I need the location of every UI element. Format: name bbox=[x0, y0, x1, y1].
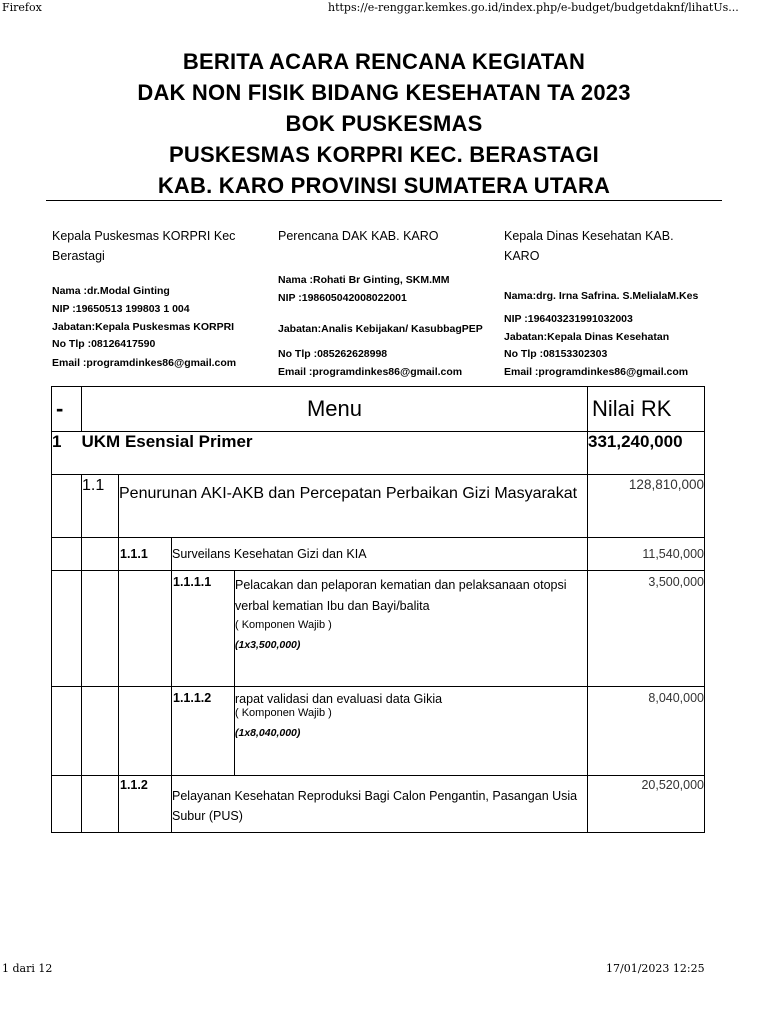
table-row bbox=[52, 776, 705, 833]
cell-empty bbox=[52, 776, 82, 833]
signatory-nip: NIP :198605042008022001 bbox=[278, 292, 407, 304]
signatory-nama: Nama :dr.Modal Ginting bbox=[52, 285, 170, 297]
header-no: - bbox=[52, 387, 82, 432]
signatory-nama: Nama :Rohati Br Ginting, SKM.MM bbox=[278, 274, 450, 286]
print-url: https://e-renggar.kemkes.go.id/index.php/e-budget/budgetdaknf/lihatUs... bbox=[328, 1, 739, 14]
signatory-nama: Nama:drg. Irna Safrina. S.MelialaM.Kes bbox=[504, 290, 699, 302]
cell-empty bbox=[52, 687, 82, 776]
item-detail bbox=[235, 687, 588, 776]
signatory-heading: Perencana DAK KAB. KARO bbox=[278, 229, 439, 243]
table-row bbox=[52, 687, 705, 776]
sub-no: 1.1 bbox=[82, 475, 119, 538]
signatory-perencana bbox=[278, 226, 504, 386]
item-no: 1.1.2 bbox=[119, 776, 172, 833]
sub-nilai: 128,810,000 bbox=[588, 475, 705, 538]
header-menu: Menu bbox=[82, 387, 588, 432]
item-no: 1.1.1.1 bbox=[172, 571, 235, 687]
item-name: Pelacakan dan pelaporan kematian dan pelaksanaan otopsi verbal kematian Ibu dan Bayi/balita bbox=[235, 578, 567, 613]
print-header bbox=[0, 0, 768, 16]
cell-empty bbox=[52, 475, 82, 538]
table-row bbox=[52, 571, 705, 687]
page-indicator: 1 dari 12 bbox=[2, 962, 53, 975]
cell-empty bbox=[82, 776, 119, 833]
signatory-heading: Kepala Dinas Kesehatan KAB. bbox=[504, 229, 674, 243]
item-no: 1.1.1 bbox=[119, 538, 172, 571]
table-row-section bbox=[52, 432, 705, 475]
section-no: 1 bbox=[52, 432, 82, 475]
item-name: rapat validasi dan evaluasi data Gikia bbox=[235, 692, 443, 706]
signatory-email: Email :programdinkes86@gmail.com bbox=[278, 366, 463, 378]
signatory-jabatan: Jabatan:Kepala Puskesmas KORPRI bbox=[52, 321, 235, 333]
item-nilai: 8,040,000 bbox=[588, 687, 705, 776]
print-datetime: 17/01/2023 12:25 bbox=[606, 962, 705, 975]
table-row-sub bbox=[52, 475, 705, 538]
section-nilai: 331,240,000 bbox=[588, 432, 705, 475]
section-name: UKM Esensial Primer bbox=[82, 432, 588, 475]
title-line-2: DAK NON FISIK BIDANG KESEHATAN TA 2023 bbox=[137, 80, 631, 105]
cell-empty bbox=[52, 538, 82, 571]
item-detail bbox=[235, 571, 588, 687]
item-nilai: 3,500,000 bbox=[588, 571, 705, 687]
signatory-email: Email :programdinkes86@gmail.com bbox=[504, 366, 689, 378]
item-nilai: 11,540,000 bbox=[588, 538, 705, 571]
cell-empty bbox=[52, 571, 82, 687]
title-line-4: PUSKESMAS KORPRI KEC. BERASTAGI bbox=[169, 142, 599, 167]
title-line-1: BERITA ACARA RENCANA KEGIATAN bbox=[182, 49, 586, 74]
cell-empty bbox=[119, 687, 172, 776]
signatory-email: Email :programdinkes86@gmail.com bbox=[52, 357, 237, 369]
item-komponen: ( Komponen Wajib ) bbox=[235, 619, 332, 631]
signatory-heading-cont: KARO bbox=[504, 249, 540, 263]
print-app-name: Firefox bbox=[2, 1, 42, 14]
title-line-3: BOK PUSKESMAS bbox=[285, 111, 483, 136]
signatory-jabatan: Jabatan:Kepala Dinas Kesehatan bbox=[504, 331, 670, 343]
title-line-5: KAB. KARO PROVINSI SUMATERA UTARA bbox=[157, 173, 611, 198]
cell-empty bbox=[82, 687, 119, 776]
item-name: Surveilans Kesehatan Gizi dan KIA bbox=[172, 538, 588, 571]
signatory-nip: NIP :19650513 199803 1 004 bbox=[52, 303, 190, 315]
item-no: 1.1.1.2 bbox=[172, 687, 235, 776]
signatory-kepala-puskesmas bbox=[52, 226, 278, 376]
signatory-heading-cont: Berastagi bbox=[52, 249, 105, 263]
signatory-kepala-dinas bbox=[504, 226, 724, 386]
item-formula: (1x3,500,000) bbox=[235, 639, 301, 651]
header-nilai: Nilai RK bbox=[588, 387, 705, 432]
signatory-notlp: No Tlp :08153302303 bbox=[504, 348, 608, 360]
cell-empty bbox=[119, 571, 172, 687]
item-formula: (1x8,040,000) bbox=[235, 727, 301, 739]
cell-empty bbox=[82, 571, 119, 687]
signatory-notlp: No Tlp :08126417590 bbox=[52, 338, 156, 350]
sub-name: Penurunan AKI-AKB dan Percepatan Perbaikan Gizi Masyarakat bbox=[119, 475, 588, 538]
item-nilai: 20,520,000 bbox=[588, 776, 705, 833]
item-komponen: ( Komponen Wajib ) bbox=[235, 707, 332, 719]
item-name: Pelayanan Kesehatan Reproduksi Bagi Calon Pengantin, Pasangan Usia Subur (PUS) bbox=[172, 776, 588, 833]
signatory-notlp: No Tlp :085262628998 bbox=[278, 348, 388, 360]
table-header-row bbox=[52, 387, 705, 432]
rk-table bbox=[51, 386, 705, 833]
title-divider bbox=[46, 200, 722, 201]
signatory-nip: NIP :196403231991032003 bbox=[504, 313, 633, 325]
document-title bbox=[0, 46, 768, 201]
signatory-jabatan: Jabatan:Analis Kebijakan/ KasubbagPEP bbox=[278, 323, 483, 335]
table-row bbox=[52, 538, 705, 571]
cell-empty bbox=[82, 538, 119, 571]
signatory-heading: Kepala Puskesmas KORPRI Kec bbox=[52, 229, 236, 243]
